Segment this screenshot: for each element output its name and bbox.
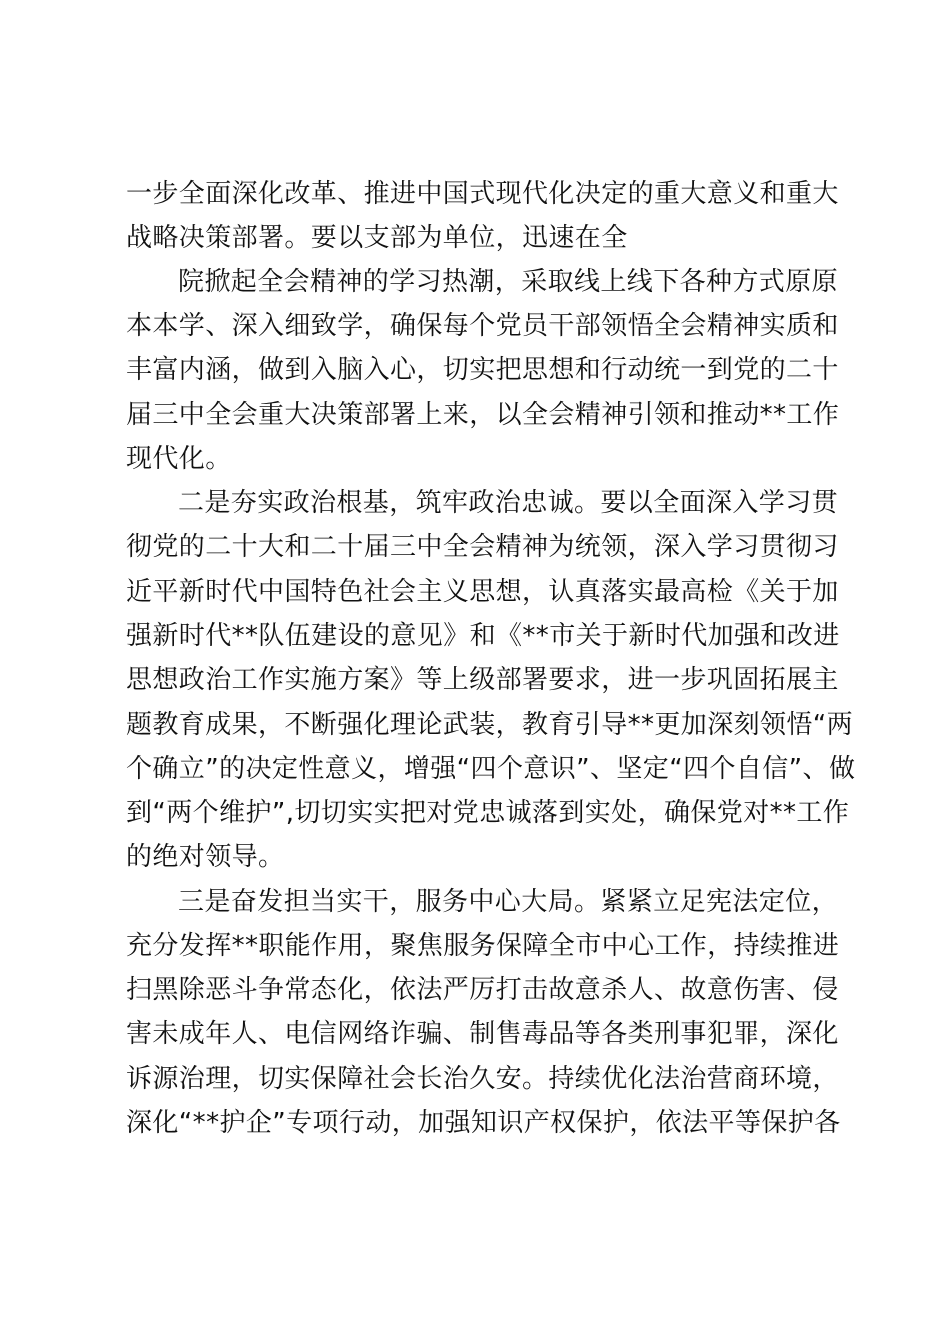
text-line: 扫黑除恶斗争常态化，依法严厉打击故意杀人、故意伤害、侵 — [126, 975, 839, 1005]
text-line: 丰富内涵，做到入脑入心，切实把思想和行动统一到党的二十 — [126, 355, 839, 385]
text-line: 题教育成果，不断强化理论武装，教育引导**更加深刻领悟“两 — [126, 710, 854, 740]
text-line: 充分发挥**职能作用，聚焦服务保障全市中心工作，持续推进 — [126, 931, 840, 961]
text-line: 到“两个维护”,切切实实把对党忠诚落到实处，确保党对**工作 — [126, 798, 850, 828]
text-line: 诉源治理，切实保障社会长治久安。持续优化法治营商环境， — [126, 1064, 839, 1094]
text-line: 彻党的二十大和二十届三中全会精神为统领，深入学习贯彻习 — [126, 532, 839, 562]
text-line: 一步全面深化改革、推进中国式现代化决定的重大意义和重大 — [126, 179, 839, 209]
text-line: 现代化。 — [126, 444, 232, 474]
text-line: 近平新时代中国特色社会主义思想，认真落实最高检《关于加 — [126, 577, 839, 607]
paragraph-first-line: 三是奋发担当实干，服务中心大局。紧紧立足宪法定位， — [178, 887, 839, 917]
text-line: 害未成年人、电信网络诈骗、制售毒品等各类刑事犯罪，深化 — [126, 1019, 839, 1049]
text-line: 的绝对领导。 — [126, 842, 285, 872]
text-line: 战略决策部署。要以支部为单位，迅速在全 — [126, 223, 628, 253]
paragraph-first-line: 院掀起全会精神的学习热潮，采取线上线下各种方式原原 — [178, 267, 839, 297]
text-line: 届三中全会重大决策部署上来，以全会精神引领和推动**工作 — [126, 400, 840, 430]
text-line: 强新时代**队伍建设的意见》和《**市关于新时代加强和改进 — [126, 621, 840, 651]
text-line: 个确立”的决定性意义，增强“四个意识”、坚定“四个自信”、做 — [126, 754, 856, 784]
text-line: 思想政治工作实施方案》等上级部署要求，进一步巩固拓展主 — [126, 665, 839, 695]
paragraph-first-line: 二是夯实政治根基，筑牢政治忠诚。要以全面深入学习贯 — [178, 488, 839, 518]
text-line: 深化“**护企”专项行动，加强知识产权保护，依法平等保护各 — [126, 1108, 841, 1138]
text-line: 本本学、深入细致学，确保每个党员干部领悟全会精神实质和 — [126, 311, 839, 341]
